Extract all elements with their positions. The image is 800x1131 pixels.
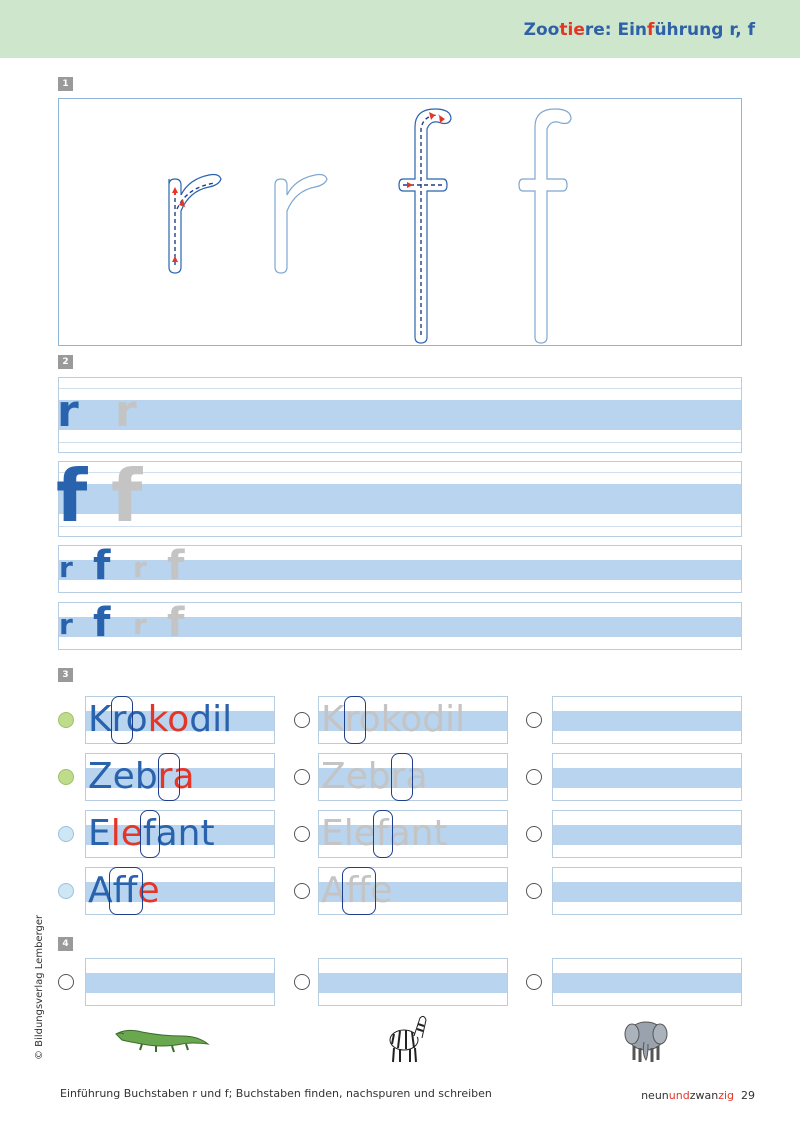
word-elefant: Elefant — [88, 813, 215, 854]
page-number-text: neunundzwanzig 29 — [641, 1089, 755, 1102]
answer-circle[interactable] — [526, 826, 542, 842]
word-box-elefant-trace — [318, 810, 508, 858]
copyright-notice: © Bildungsverlag Lemberger — [34, 914, 45, 1060]
footer-description: Einführung Buchstaben r und f; Buchstaben finden, nachspuren und schreiben — [60, 1087, 492, 1100]
elephant-icon — [620, 1012, 672, 1064]
answer-circle[interactable] — [58, 974, 74, 990]
word-affe-trace: Affe — [321, 870, 393, 911]
tracing-letter-r-outline — [275, 175, 327, 274]
write-box-2[interactable] — [318, 958, 508, 1006]
tracing-letter-r-guided — [169, 175, 221, 274]
letter-frame — [140, 810, 160, 858]
section-number-2: 2 — [58, 355, 73, 369]
word-box-krokodil-empty[interactable] — [552, 696, 742, 744]
tracing-box — [58, 98, 742, 346]
answer-circle[interactable] — [294, 826, 310, 842]
answer-circle[interactable] — [58, 826, 74, 842]
word-box-zebra-trace — [318, 753, 508, 801]
word-box-krokodil — [85, 696, 275, 744]
letter-r-small-model: r — [59, 608, 73, 641]
word-zebra: Zebra — [88, 756, 195, 797]
answer-circle[interactable] — [294, 883, 310, 899]
letter-r-small-model: r — [59, 551, 73, 584]
tracing-letter-f-guided — [399, 109, 451, 343]
zebra-icon — [376, 1008, 432, 1064]
writing-row-rf-2[interactable] — [58, 602, 742, 650]
word-box-zebra-empty[interactable] — [552, 753, 742, 801]
letter-f-small-trace: f — [167, 600, 185, 646]
letter-r-model: r — [57, 386, 79, 437]
writing-row-f[interactable] — [56, 454, 742, 538]
word-box-affe — [85, 867, 275, 915]
letter-frame — [391, 753, 413, 801]
letter-f-small-model: f — [93, 600, 111, 646]
answer-circle[interactable] — [526, 769, 542, 785]
word-box-elefant — [85, 810, 275, 858]
letter-frame — [342, 867, 376, 915]
word-box-affe-trace — [318, 867, 508, 915]
word-krokodil-trace: Krokodil — [321, 699, 466, 740]
answer-circle[interactable] — [526, 883, 542, 899]
letter-f-small-trace: f — [167, 543, 185, 589]
writing-row-r[interactable] — [58, 377, 742, 453]
page-title: Zootiere: Einführung r, f — [523, 20, 755, 40]
answer-circle[interactable] — [58, 883, 74, 899]
section-number-4: 4 — [58, 937, 73, 951]
letter-frame — [373, 810, 393, 858]
letter-r-trace: r — [115, 386, 137, 437]
answer-circle[interactable] — [294, 712, 310, 728]
answer-circle[interactable] — [526, 974, 542, 990]
word-box-elefant-empty[interactable] — [552, 810, 742, 858]
write-box-3[interactable] — [552, 958, 742, 1006]
write-box-1[interactable] — [85, 958, 275, 1006]
word-krokodil: Krokodil — [88, 699, 233, 740]
letter-frame — [158, 753, 180, 801]
word-box-zebra — [85, 753, 275, 801]
letter-frame — [109, 867, 143, 915]
tracing-letters — [59, 99, 741, 345]
letter-frame — [111, 696, 133, 744]
letter-r-small-trace: r — [133, 551, 147, 584]
section-number-3: 3 — [58, 668, 73, 682]
letter-f-small-model: f — [93, 543, 111, 589]
word-elefant-trace: Elefant — [321, 813, 448, 854]
tracing-letter-f-outline — [519, 109, 571, 343]
answer-circle[interactable] — [58, 769, 74, 785]
letter-frame — [344, 696, 366, 744]
answer-circle[interactable] — [294, 769, 310, 785]
writing-row-rf-1[interactable] — [58, 545, 742, 593]
word-box-affe-empty[interactable] — [552, 867, 742, 915]
letter-r-small-trace: r — [133, 608, 147, 641]
answer-circle[interactable] — [526, 712, 542, 728]
word-box-krokodil-trace — [318, 696, 508, 744]
crocodile-icon — [112, 1022, 212, 1056]
word-affe: Afe — [88, 870, 160, 911]
answer-circle[interactable] — [294, 974, 310, 990]
answer-circle[interactable] — [58, 712, 74, 728]
letter-f-model: f — [56, 454, 88, 538]
word-zebra-trace: Zebra — [321, 756, 428, 797]
letter-f-trace: f — [111, 454, 143, 538]
section-number-1: 1 — [58, 77, 73, 91]
